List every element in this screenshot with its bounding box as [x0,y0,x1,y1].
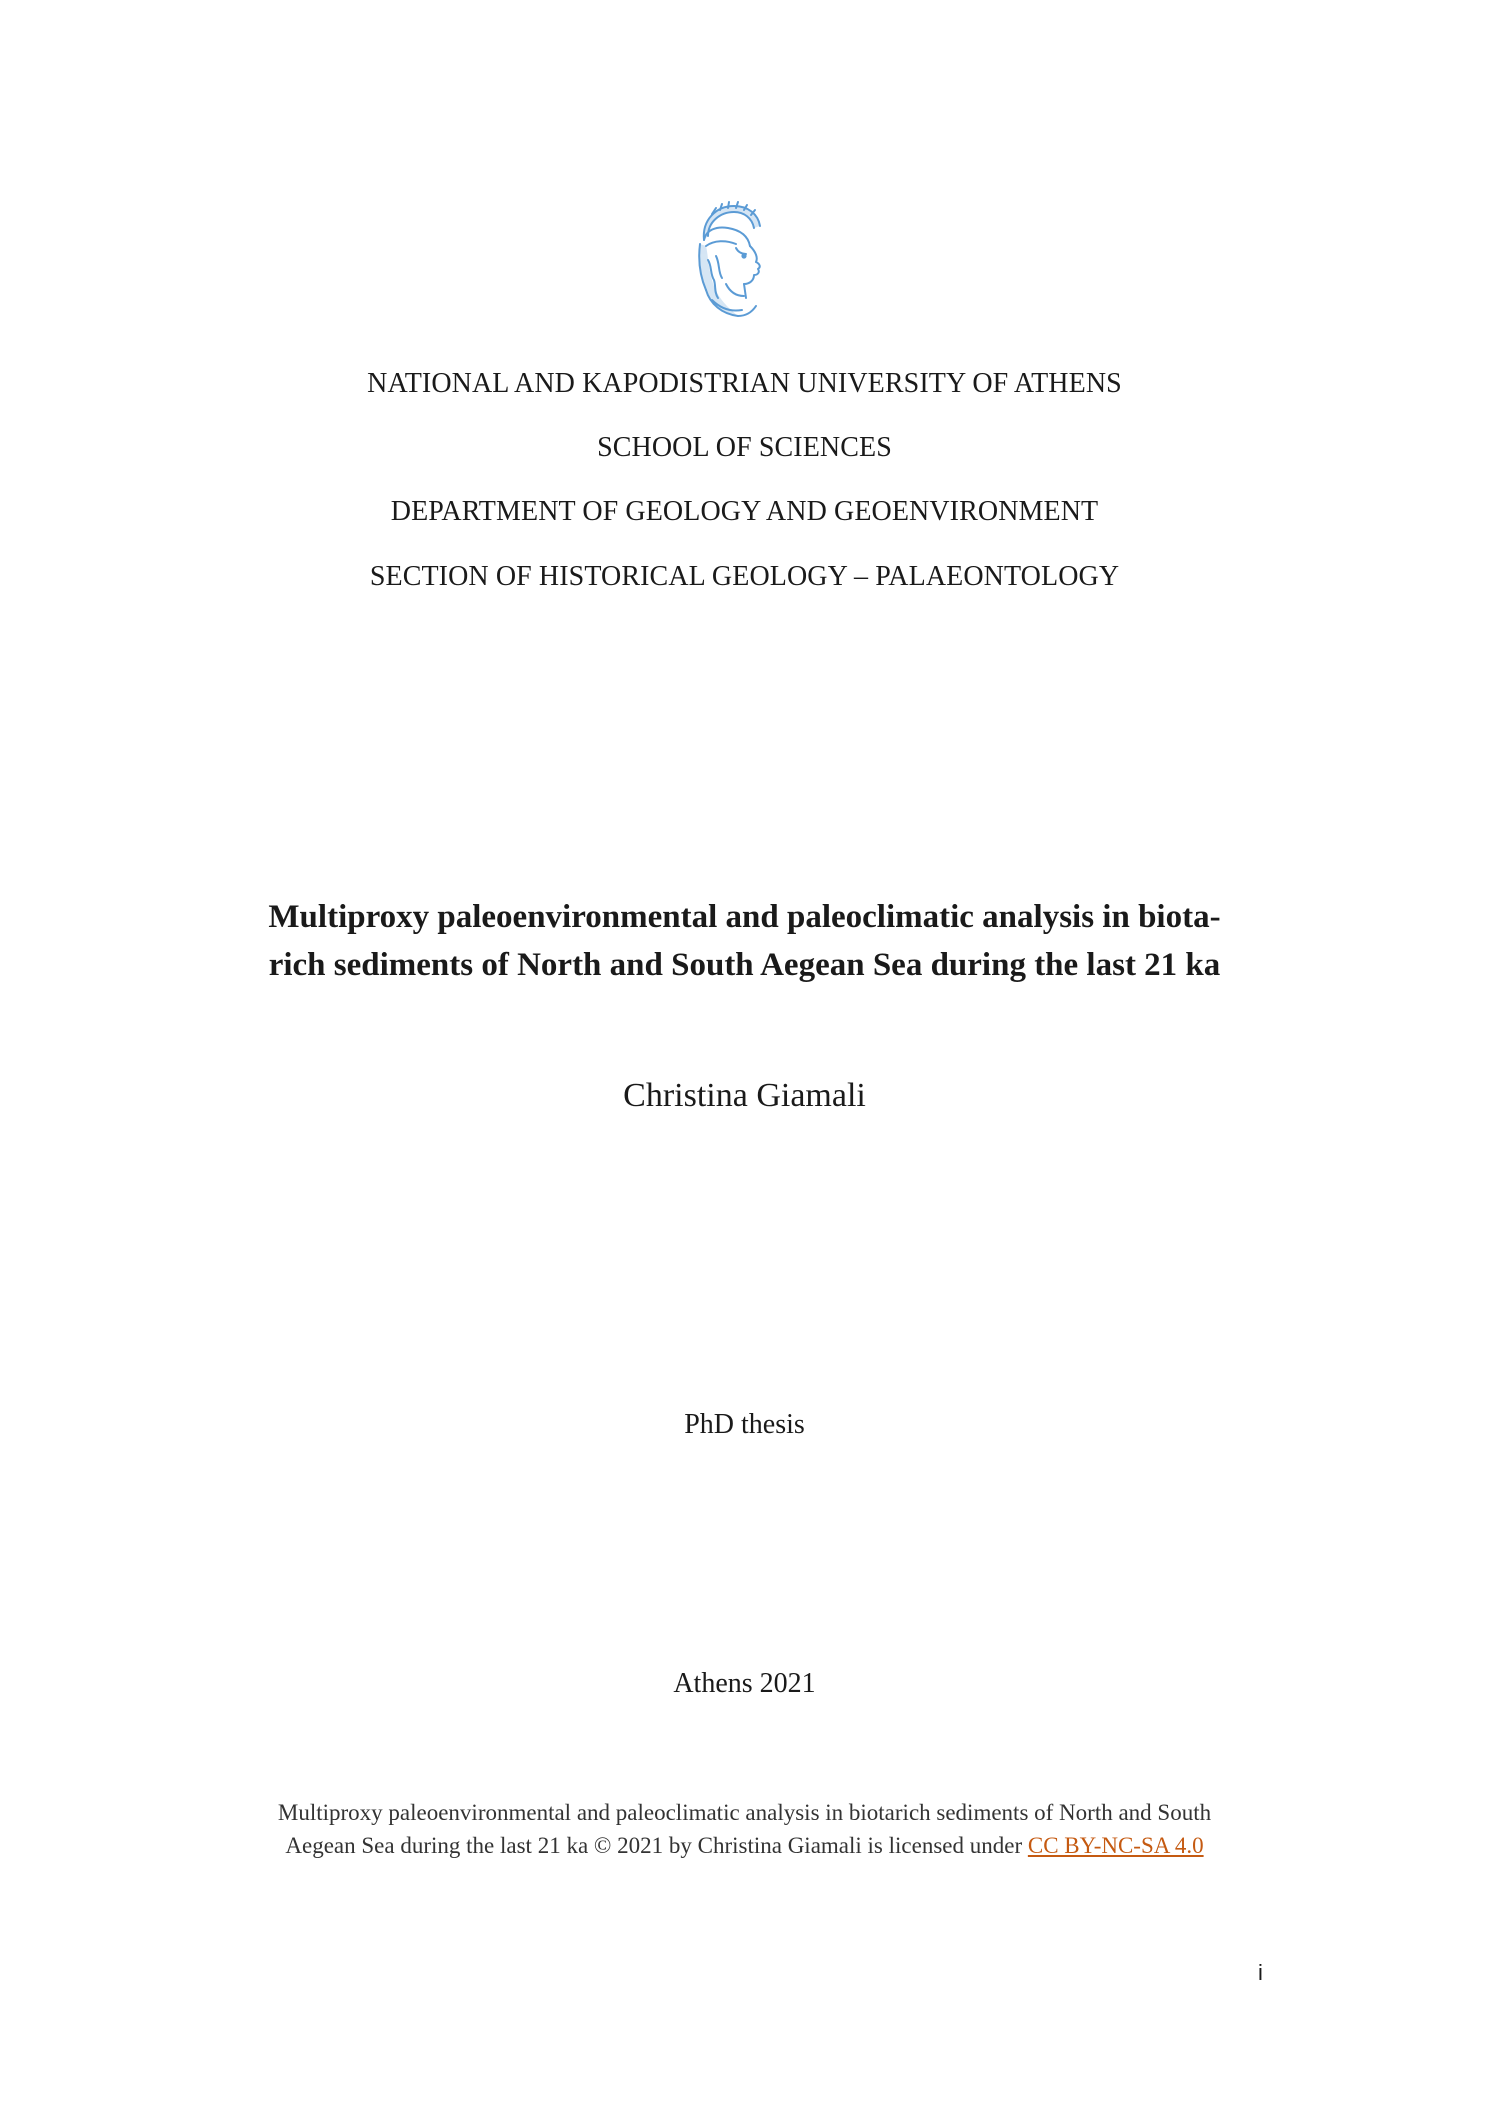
department-name: DEPARTMENT OF GEOLOGY AND GEOENVIRONMENT [390,496,1099,527]
license-text: Aegean Sea during the last 21 ka © 2021 by Christina Giamali is licensed under [285,1833,1028,1858]
university-seal-icon [686,200,768,320]
license-notice [200,1796,1289,1862]
school-name: SCHOOL OF SCIENCES [597,432,892,463]
license-line-1: Multiproxy paleoenvironmental and paleoclimatic analysis in biotarich sediments of North and South [277,1800,1212,1825]
license-line-2 [200,1829,1289,1862]
thesis-title-line-1: Multiproxy paleoenvironmental and paleoclimatic analysis in biota- [268,899,1221,935]
degree-label: PhD thesis [684,1409,805,1440]
university-name: NATIONAL AND KAPODISTRIAN UNIVERSITY OF ATHENS [367,368,1122,399]
section-name: SECTION OF HISTORICAL GEOLOGY – PALAEONTOLOGY [369,561,1120,592]
thesis-title-line-2: rich sediments of North and South Aegean Sea during the last 21 ka [268,947,1221,983]
license-link[interactable]: CC BY-NC-SA 4.0 [1027,1833,1204,1858]
author-name: Christina Giamali [623,1077,866,1114]
place-year: Athens 2021 [673,1668,816,1699]
page-number: i [1258,1960,1263,1985]
thesis-title [200,893,1289,989]
